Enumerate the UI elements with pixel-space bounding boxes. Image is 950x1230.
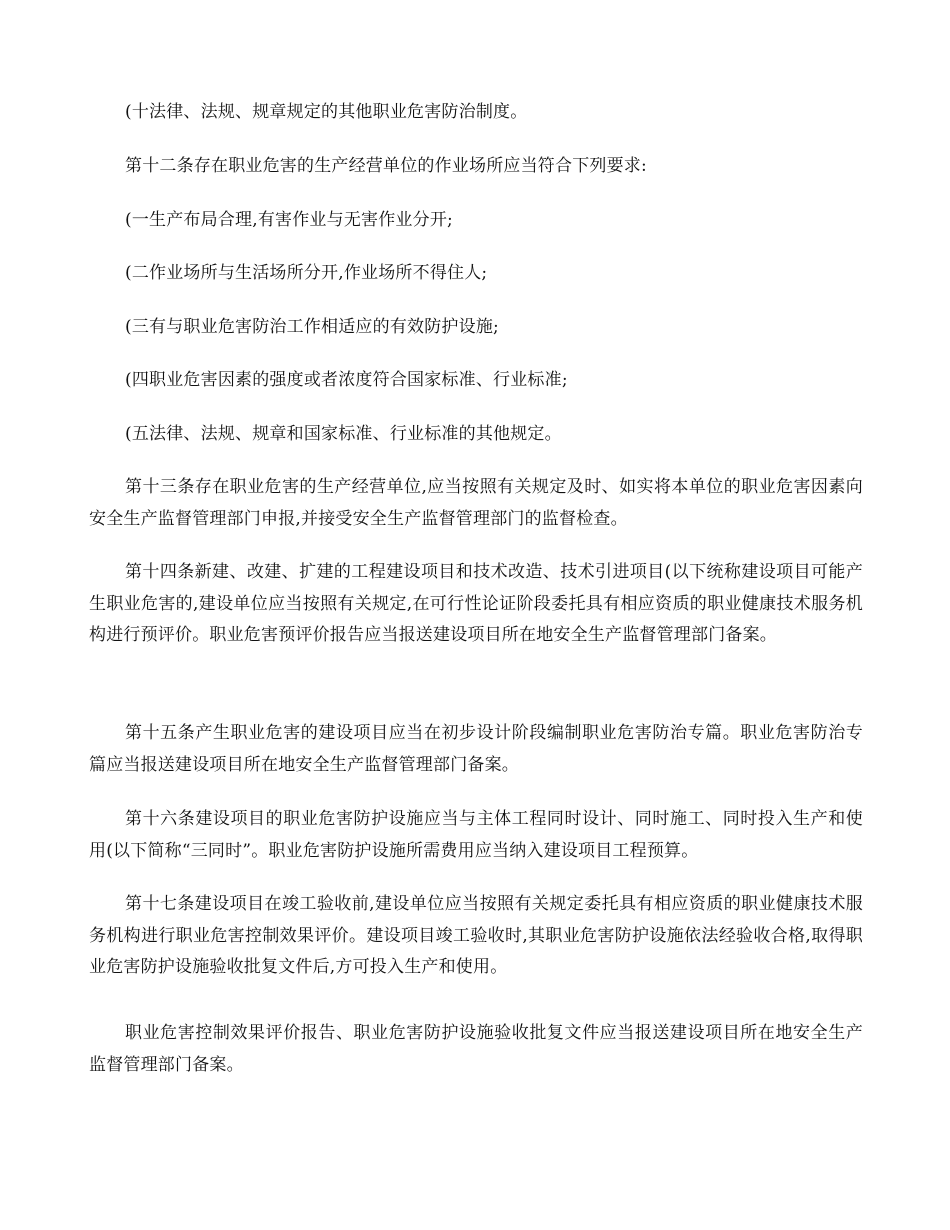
paragraph-article-14: 第十四条新建、改建、扩建的工程建设项目和技术改造、技术引进项目(以下统称建设项目可能产生职业危害的,建设单位应当按照有关规定,在可行性论证阶段委托具有相应资质的职业健康技术服务机构进行预评价。职业危害预评价报告应当报送建设项目所在地安全生产监督管理部门备案。 — [89, 562, 863, 645]
paragraph-item-2: (二作业场所与生活场所分开,作业场所不得住人; — [125, 263, 488, 283]
paragraph-article-13: 第十三条存在职业危害的生产经营单位,应当按照有关规定及时、如实将本单位的职业危害因素向安全生产监督管理部门申报,并接受安全生产监督管理部门的监督检查。 — [89, 477, 863, 529]
paragraph-article-16: 第十六条建设项目的职业危害防护设施应当与主体工程同时设计、同时施工、同时投入生产和使用(以下简称“三同时”。职业危害防护设施所需费用应当纳入建设项目工程预算。 — [89, 809, 863, 861]
paragraph-article-17: 第十七条建设项目在竣工验收前,建设单位应当按照有关规定委托具有相应资质的职业健康技术服务机构进行职业危害控制效果评价。建设项目竣工验收时,其职业危害防护设施依法经验收合格,取得职业危害防护设施验收批复文件后,方可投入生产和使用。 — [89, 894, 863, 977]
paragraph-filing: 职业危害控制效果评价报告、职业危害防护设施验收批复文件应当报送建设项目所在地安全生产监督管理部门备案。 — [89, 1023, 863, 1075]
paragraph-item-4: (四职业危害因素的强度或者浓度符合国家标准、行业标准; — [125, 370, 568, 390]
paragraph-item-1: (一生产布局合理,有害作业与无害作业分开; — [125, 210, 453, 230]
paragraph-clause-10: (十法律、法规、规章规定的其他职业危害防治制度。 — [125, 102, 528, 122]
paragraph-article-12: 第十二条存在职业危害的生产经营单位的作业场所应当符合下列要求: — [125, 156, 647, 176]
paragraph-item-5: (五法律、法规、规章和国家标准、行业标准的其他规定。 — [125, 424, 562, 444]
paragraph-item-3: (三有与职业危害防治工作相适应的有效防护设施; — [125, 317, 499, 337]
paragraph-article-15: 第十五条产生职业危害的建设项目应当在初步设计阶段编制职业危害防治专篇。职业危害防治专篇应当报送建设项目所在地安全生产监督管理部门备案。 — [89, 723, 863, 775]
